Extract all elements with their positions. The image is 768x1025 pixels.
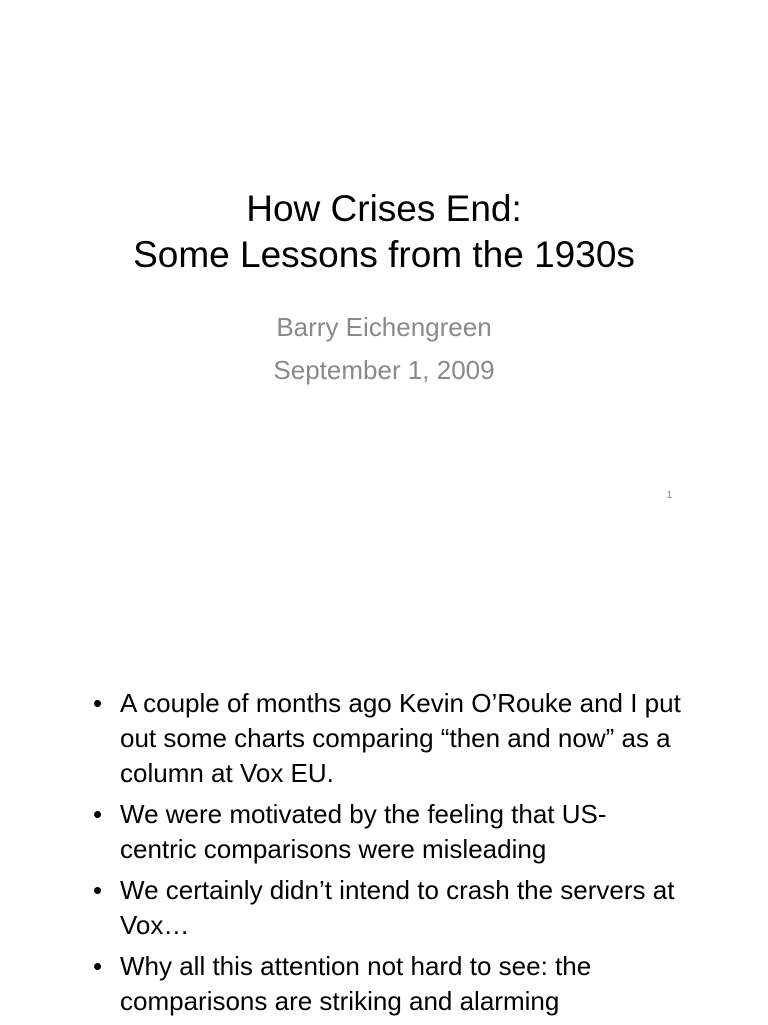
bullet-item bbox=[93, 949, 683, 1019]
bullet-item bbox=[93, 686, 683, 791]
title-line-2: Some Lessons from the 1930s bbox=[133, 234, 635, 275]
bullet-item bbox=[93, 797, 683, 867]
bullet-icon: • bbox=[93, 951, 103, 981]
presentation-date: September 1, 2009 bbox=[273, 355, 495, 385]
bullet-text: A couple of months ago Kevin O’Rouke and I put out some charts comparing “then and now” as a column at Vox EU. bbox=[120, 688, 681, 788]
slide-title bbox=[0, 186, 768, 278]
slide-subtitle bbox=[0, 306, 768, 392]
bullet-text: Why all this attention not hard to see: the comparisons are striking and alarming bbox=[120, 951, 592, 1016]
bullet-text: We were motivated by the feeling that US-centric comparisons were misleading bbox=[120, 799, 607, 864]
title-line-1: How Crises End: bbox=[246, 188, 522, 229]
bullet-list bbox=[93, 686, 683, 1025]
bullet-item bbox=[93, 873, 683, 943]
bullet-icon: • bbox=[93, 799, 103, 829]
bullet-text: We certainly didn’t intend to crash the servers at Vox… bbox=[120, 875, 675, 940]
bullet-icon: • bbox=[93, 875, 103, 905]
bullet-icon: • bbox=[93, 688, 103, 718]
content-slide bbox=[0, 520, 768, 1024]
page-number: 1 bbox=[666, 490, 672, 501]
author-name: Barry Eichengreen bbox=[276, 312, 492, 342]
